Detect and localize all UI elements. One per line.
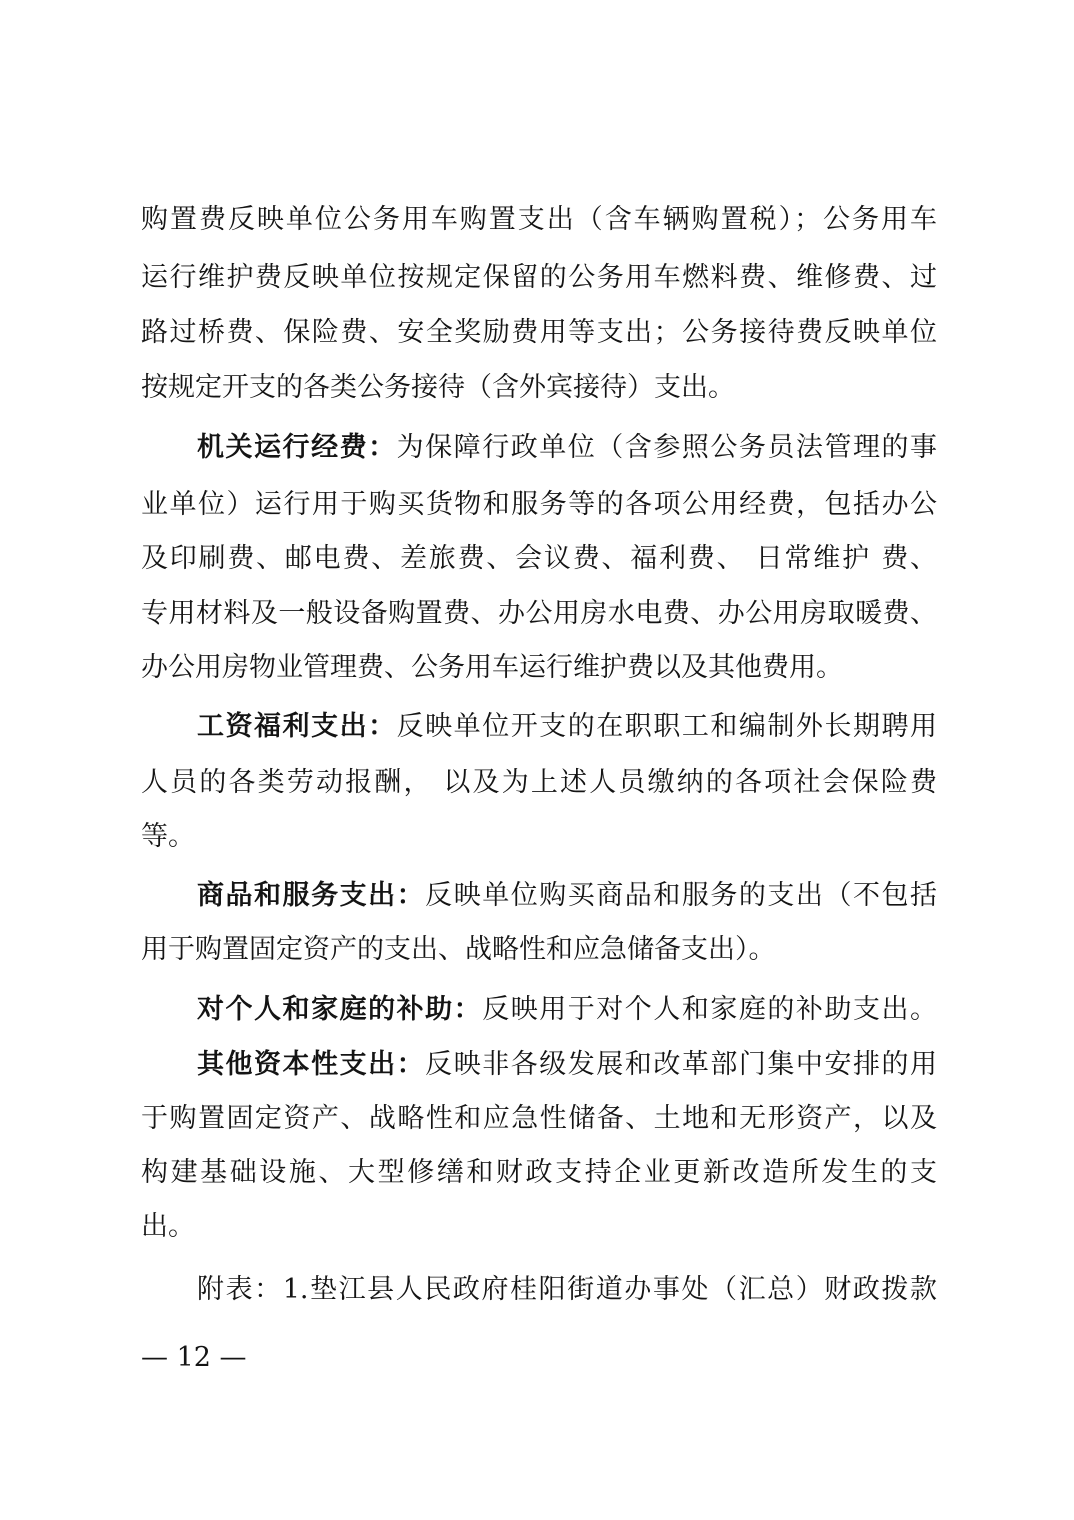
term-heading: 商品和服务支出： [197,880,426,911]
paragraph-3-line-2: 人员的各类劳动报酬， 以及为上述人员缴纳的各项社会保险费 [141,767,937,798]
paragraph-2-line-4: 专用材料及一般设备购置费、办公用房水电费、办公用房取暖费、 [141,598,937,629]
paragraph-1-line-3: 路过桥费、保险费、安全奖励费用等支出；公务接待费反映单位 [141,317,937,348]
term-heading: 机关运行经费： [197,432,397,463]
paragraph-5-line-1 [197,990,937,1030]
paragraph-1-line-4: 按规定开支的各类公务接待（含外宾接待）支出。 [141,372,735,403]
paragraph-4-line-2: 用于购置固定资产的支出、战略性和应急储备支出）。 [141,934,776,965]
paragraph-text: 反映用于对个人和家庭的补助支出。 [482,994,938,1025]
paragraph-2-line-2: 业单位）运行用于购买货物和服务等的各项公用经费，包括办公 [141,489,937,520]
paragraph-6-line-2: 于购置固定资产、战略性和应急性储备、土地和无形资产，以及 [141,1103,937,1134]
paragraph-text: 反映非各级发展和改革部门集中安排的用 [425,1049,938,1080]
paragraph-text: 反映单位购买商品和服务的支出（不包括 [425,880,938,911]
term-heading: 工资福利支出： [197,711,397,742]
paragraph-3-line-1 [197,707,937,747]
term-heading: 其他资本性支出： [197,1049,426,1080]
paragraph-text: 反映单位开支的在职职工和编制外长期聘用 [396,711,937,742]
paragraph-3-line-3: 等。 [141,821,195,852]
paragraph-2-line-3: 及印刷费、邮电费、差旅费、会议费、福利费、 日常维护 费、 [141,543,937,574]
paragraph-6-line-1 [197,1045,937,1085]
paragraph-1-line-1: 购置费反映单位公务用车购置支出（含车辆购置税）；公务用车 [141,204,937,235]
paragraph-6-line-3: 构建基础设施、大型修缮和财政支持企业更新改造所发生的支 [141,1157,937,1188]
paragraph-2-line-1 [197,428,937,468]
paragraph-1-line-2: 运行维护费反映单位按规定保留的公务用车燃料费、维修费、过 [141,262,937,293]
paragraph-2-line-5: 办公用房物业管理费、公务用车运行维护费以及其他费用。 [141,652,843,683]
term-heading: 对个人和家庭的补助： [197,994,483,1025]
page-number: — 12 — [141,1342,247,1373]
paragraph-text: 为保障行政单位（含参照公务员法管理的事 [396,432,937,463]
paragraph-6-line-4: 出。 [141,1211,195,1242]
paragraph-4-line-1 [197,876,937,916]
appendix-line: 附表：1.垫江县人民政府桂阳街道办事处（汇总）财政拨款 [197,1274,937,1305]
